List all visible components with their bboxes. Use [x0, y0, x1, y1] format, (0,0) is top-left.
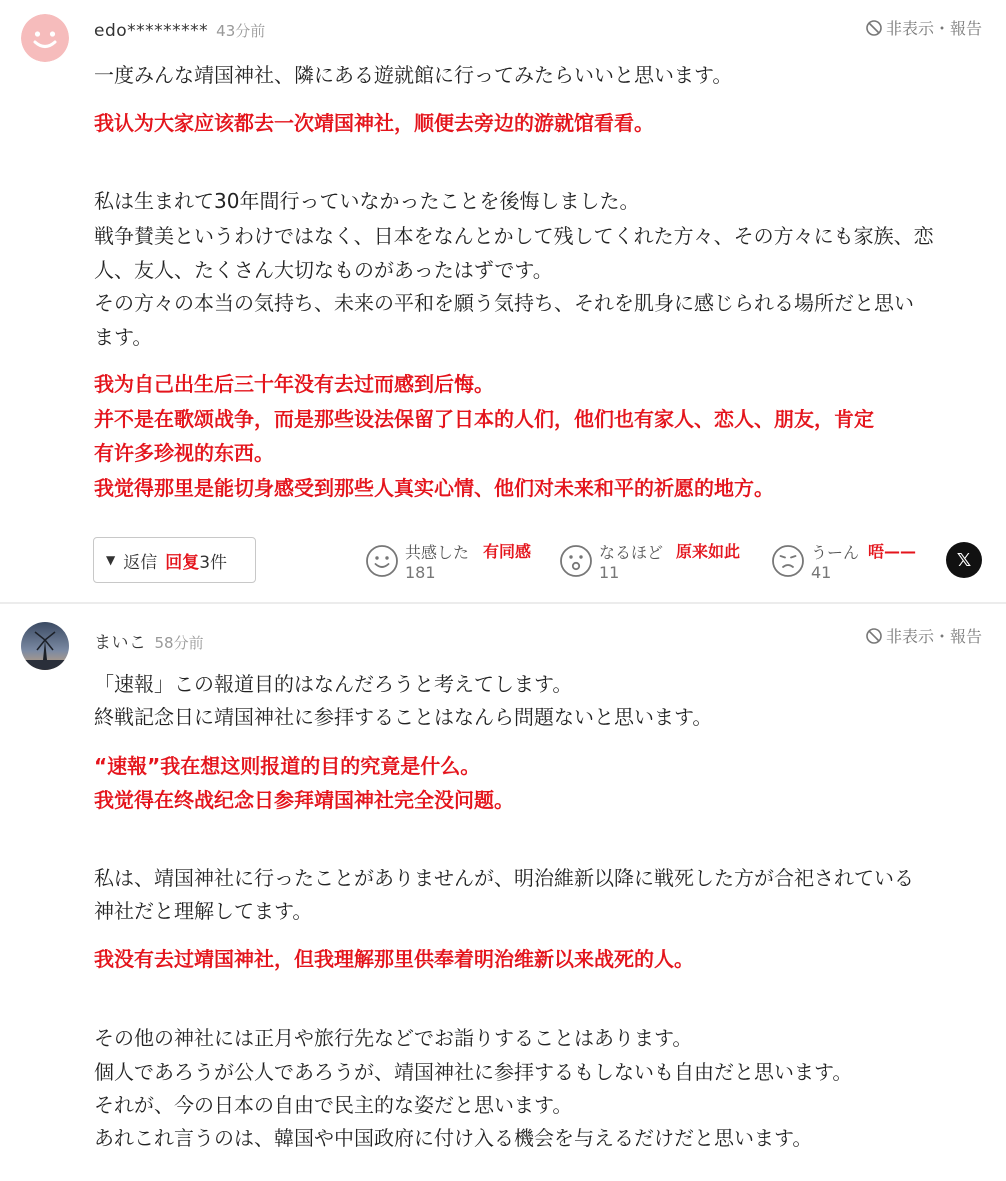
comment-text: 個人であろうが公人であろうが、靖国神社に参拝するもしないも自由だと思います。 — [94, 1060, 853, 1084]
username[interactable]: edo********* — [94, 21, 209, 41]
comment-header — [94, 628, 204, 652]
block-icon — [865, 627, 883, 645]
surprised-face-icon — [559, 544, 593, 578]
comment-text: それが、今の日本の自由で民主的な姿だと思います。 — [94, 1093, 573, 1117]
thinking-face-icon — [771, 544, 805, 578]
timestamp: 58分前 — [154, 634, 204, 652]
reaction-count: 11 — [599, 563, 620, 582]
reply-count: 3件 — [199, 552, 228, 573]
comment-text: あれこれ言うのは、韓国や中国政府に付け入る機会を与えるだけだと思います。 — [94, 1126, 813, 1150]
comment-text: 「速報」この報道目的はなんだろうと考えてします。 — [94, 672, 573, 696]
reaction-count: 41 — [811, 563, 832, 582]
reaction-label: なるほど — [599, 543, 664, 562]
hide-report-label: 非表示・報告 — [885, 19, 982, 38]
reply-translation: 回复 — [165, 552, 200, 573]
reply-toggle-button[interactable] — [93, 537, 256, 583]
comment-item — [0, 604, 1006, 1181]
x-icon: 𝕏 — [956, 549, 972, 571]
user-avatar[interactable] — [21, 14, 69, 62]
comment-text: ます。 — [94, 325, 153, 349]
hide-report-link[interactable] — [865, 16, 982, 39]
comment-text: 私は生まれて30年間行っていなかったことを後悔しました。 — [94, 189, 640, 213]
hide-report-link[interactable] — [865, 624, 982, 647]
share-x-button[interactable] — [946, 542, 982, 578]
user-avatar[interactable] — [21, 622, 69, 670]
timestamp: 43分前 — [216, 22, 266, 40]
reaction-label: 共感した — [405, 543, 470, 562]
comment-text: 神社だと理解してます。 — [94, 899, 313, 923]
reaction-translation: 有同感 — [483, 542, 532, 561]
translation-text: “速報”我在想这则报道的目的究竟是什么。 — [94, 754, 481, 778]
reaction-translation: 原来如此 — [676, 542, 741, 561]
comment-text: その他の神社には正月や旅行先などでお詣りすることはあります。 — [94, 1026, 693, 1050]
smile-face-icon — [365, 544, 399, 578]
translation-text: 我觉得在终战纪念日参拜靖国神社完全没问题。 — [94, 788, 514, 812]
hide-report-label: 非表示・報告 — [885, 627, 982, 646]
translation-text: 并不是在歌颂战争，而是那些设法保留了日本的人们，他们也有家人、恋人、朋友，肯定 — [94, 407, 874, 431]
comment-text: 終戦記念日に靖国神社に参拝することはなんら問題ないと思います。 — [94, 705, 713, 729]
comment-text: その方々の本当の気持ち、未来の平和を願う気持ち、それを肌身に感じられる場所だと思い — [94, 291, 914, 315]
translation-text: 我觉得那里是能切身感受到那些人真实心情、他们对未来和平的祈愿的地方。 — [94, 476, 774, 500]
translation-text: 我没有去过靖国神社，但我理解那里供奉着明治维新以来战死的人。 — [94, 947, 694, 971]
comment-text: 人、友人、たくさん大切なものがあったはずです。 — [94, 258, 553, 282]
comment-text: 一度みんな靖国神社、隣にある遊就館に行ってみたらいいと思います。 — [94, 63, 733, 87]
smiley-avatar-icon — [21, 14, 69, 62]
block-icon — [865, 19, 883, 37]
translation-text: 我为自己出生后三十年没有去过而感到后悔。 — [94, 372, 494, 396]
reaction-label: うーん — [811, 543, 860, 562]
comment-header — [94, 20, 265, 44]
reaction-translation: 唔—— — [868, 542, 917, 561]
reaction-empathy-button[interactable] — [365, 540, 545, 584]
photo-avatar-icon — [21, 622, 69, 670]
comment-text: 戦争賛美というわけではなく、日本をなんとかして残してくれた方々、その方々にも家族、恋 — [94, 224, 934, 248]
caret-down-icon: ▼ — [106, 553, 116, 567]
reaction-understand-button[interactable] — [559, 540, 759, 584]
reaction-hmm-button[interactable] — [771, 540, 941, 584]
comment-text: 私は、靖国神社に行ったことがありませんが、明治維新以降に戦死した方が合祀されている — [94, 866, 914, 890]
username[interactable]: まいこ — [94, 633, 147, 653]
translation-text: 我认为大家应该都去一次靖国神社，顺便去旁边的游就馆看看。 — [94, 111, 654, 135]
translation-text: 有许多珍视的东西。 — [94, 441, 274, 465]
reply-label: 返信 — [123, 552, 158, 573]
reaction-count: 181 — [405, 563, 436, 582]
